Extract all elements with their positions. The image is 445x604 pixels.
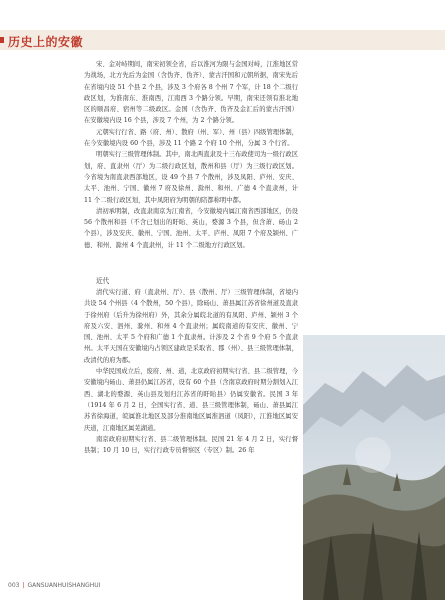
paragraph: 宋、金对峙期间，南宋初领全省，后以淮河为限与金国对峙，江淮地区常为战场，北方先后为金国（含伪齐、伪齐）、蒙古汗国和元朝所据，南宋先后在省境内设 51 个县 2 个县，涉及 3 个府各 8 个州 7 个军，计 18 个二级行政区划，为淮南东、淮南西，江南西 3 个路分领。早期，南宋还领有淮北地区的顺昌府、宿州等二级政区。金国（含伪齐、伪齐及金汇后的蒙古汗国）在安徽境内设 16 个县，涉及 7 个州，为 2 个路分领。 <box>84 61 298 125</box>
page-number: 003 <box>8 582 20 589</box>
header-marker <box>0 37 4 43</box>
paragraph: 南京政府初期实行省、县二级管理体制。民国 21 年 4 月 2 日，实行督县制；10 月 10 日，实行行政专员督察区（专区）制。26 年 <box>84 435 298 455</box>
paragraph: 清代实行道、府（直隶州、厅）、县（散州、厅）三级管理体制，省境内共设 54 个州县（4 个散州，50 个县），除砀山、萧县属江苏省徐州道及直隶于徐州府（后升为徐州府）外，其余分属皖北道的有凤阳、庐州、颍州 3 个府及六安、泗州、滁州、和州 4 个直隶州；属皖南道的有安庆、徽州、宁国、池州、太平 5 个府和广德 1 个直隶州。计涉及 2 个省 9 个府 5 个直隶州。太平天国在安徽境内占领区建政是采取省、郡（州）、县三级管理体制，改清代的府为郡。 <box>84 289 298 364</box>
snow-mountain-photo <box>303 335 445 600</box>
paragraph: 元朝实行行省、路（府、州）、散府（州、军）、州（县）四级管理体制，在今安徽境内设 60 个县，涉及 11 个路 2 个府 10 个州，分属 3 个行省。 <box>84 128 298 148</box>
paragraph: 清初承明制，改直隶南京为江南省，今安徽境内属江南省西部地区，仍设 56 个散州和县（不含已划出的盱眙、英山，婺源 3 个县，但含萧、砀山 2 个县），涉及安庆、徽州、宁国、池州、太平、庐州、凤阳 7 个府及颍州、广德、和州、滁州 4 个直隶州，计 11 个二级地方行政区划。 <box>84 207 298 249</box>
page-title: 历史上的安徽 <box>8 35 84 49</box>
section-title: 近代 <box>96 277 110 285</box>
page-footer <box>8 582 100 589</box>
series-name: GANSUANHUISHANGHUI <box>27 582 101 589</box>
text-column-lower <box>84 276 298 604</box>
paragraph: 明朝实行三级管理体制。其中，南北两直隶及十三布政使司为一级行政区划，府、直隶州（厅）为二级行政区划，散州和县（厅）为三级行政区划。今省境为南直隶西部地区，设 49 个县 7 个散州，涉及凤阳、庐州、安庆、太平、池州、宁国、徽州 7 府及徐州、滁州、和州、广德 4 个直隶州，计 11 个二级行政区划，其中凤阳府为明朝的陪都称明中都。 <box>84 151 298 204</box>
text-column-upper <box>84 59 298 274</box>
footer-separator: | <box>22 582 25 589</box>
section-header <box>0 30 445 50</box>
paragraph: 中华民国成立后，废府、州、道，北京政府初期实行省、县二级管理，今安徽境内砀山、萧县仍属江苏省，设有 60 个县（含南京政府时期分割划入江西、湖北的婺源、英山县及划归江苏省的盱眙县）仍属安徽省。民国 3 年（1914 年 6 月 2 日，全国实行省、道、县三级管理体制，砀山、萧县属江苏省徐海道，皖属淮北地区及部分淮南地区属淮泗道（凤阳），江淮地区属安庆道，江南地区属芜湖道。 <box>84 368 298 432</box>
